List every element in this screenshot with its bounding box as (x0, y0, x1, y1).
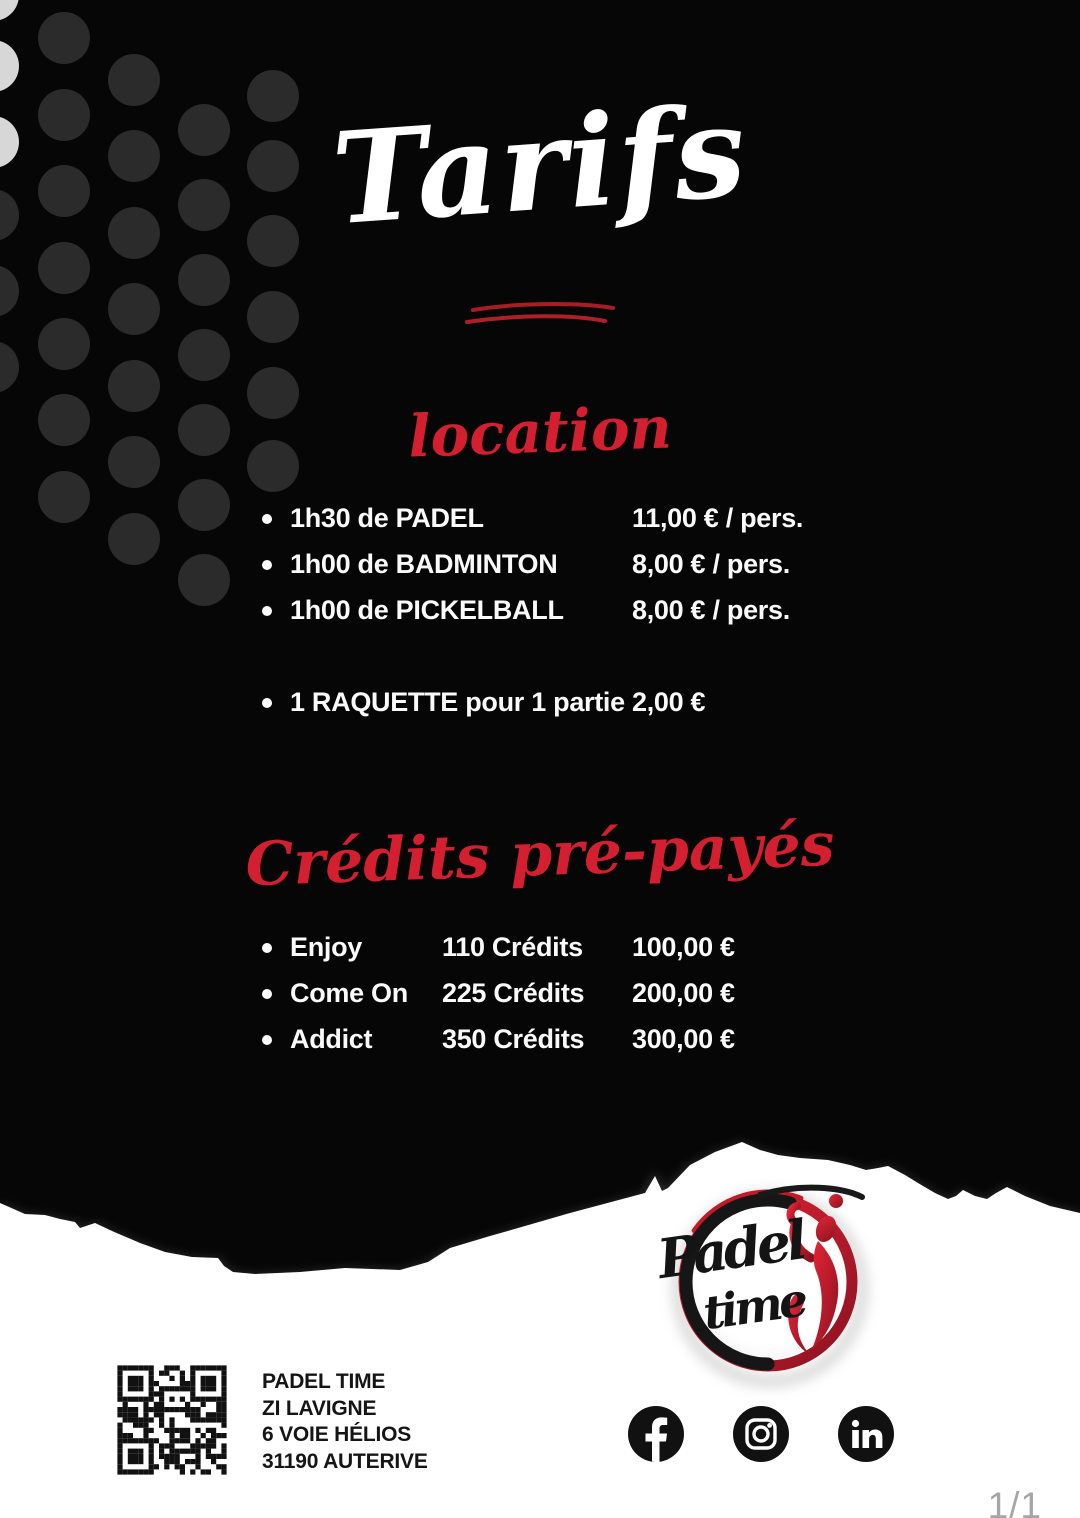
pack-price: 200,00 € (632, 978, 735, 1008)
section-heading-credits: Crédits pré-payés (244, 809, 836, 901)
logo-word-padel: Padel (653, 1206, 812, 1292)
section-heading-location: location (407, 393, 673, 471)
item-label: 1h30 de PADEL (290, 503, 484, 533)
address-line: 31190 AUTERIVE (262, 1449, 428, 1473)
item-price: 2,00 € (632, 687, 706, 717)
pack-credits: 110 Crédits (442, 932, 583, 962)
qr-code (113, 1361, 231, 1479)
ball-icon (829, 1194, 843, 1208)
page-indicator: 1/1 (987, 1485, 1042, 1518)
address-line: ZI LAVIGNE (262, 1396, 377, 1420)
item-price: 8,00 € / pers. (632, 549, 790, 579)
pack-credits: 225 Crédits (442, 978, 585, 1008)
item-label: 1h00 de PICKELBALL (290, 595, 564, 625)
padel-time-logo (640, 1163, 880, 1403)
logo-wordmark (652, 1207, 812, 1340)
address-line: 6 VOIE HÉLIOS (262, 1423, 412, 1447)
logo-word-time: time (699, 1272, 812, 1341)
facebook-icon[interactable] (626, 1404, 686, 1464)
address-block (262, 1369, 428, 1475)
pack-price: 100,00 € (632, 932, 735, 962)
pack-name: Enjoy (290, 932, 363, 962)
social-icons (626, 1404, 926, 1464)
item-label: 1h00 de BADMINTON (290, 549, 558, 579)
item-price: 8,00 € / pers. (632, 595, 790, 625)
item-label: 1 RAQUETTE pour 1 partie (290, 687, 625, 717)
page-title: Tarifs (327, 76, 752, 254)
pack-name: Come On (290, 978, 408, 1008)
pack-price: 300,00 € (632, 1024, 735, 1054)
linkedin-icon[interactable] (836, 1404, 896, 1464)
item-price: 11,00 € / pers. (632, 503, 804, 533)
instagram-icon[interactable] (731, 1404, 791, 1464)
address-line: PADEL TIME (262, 1370, 386, 1393)
pack-credits: 350 Crédits (442, 1024, 585, 1054)
pack-name: Addict (290, 1024, 373, 1054)
